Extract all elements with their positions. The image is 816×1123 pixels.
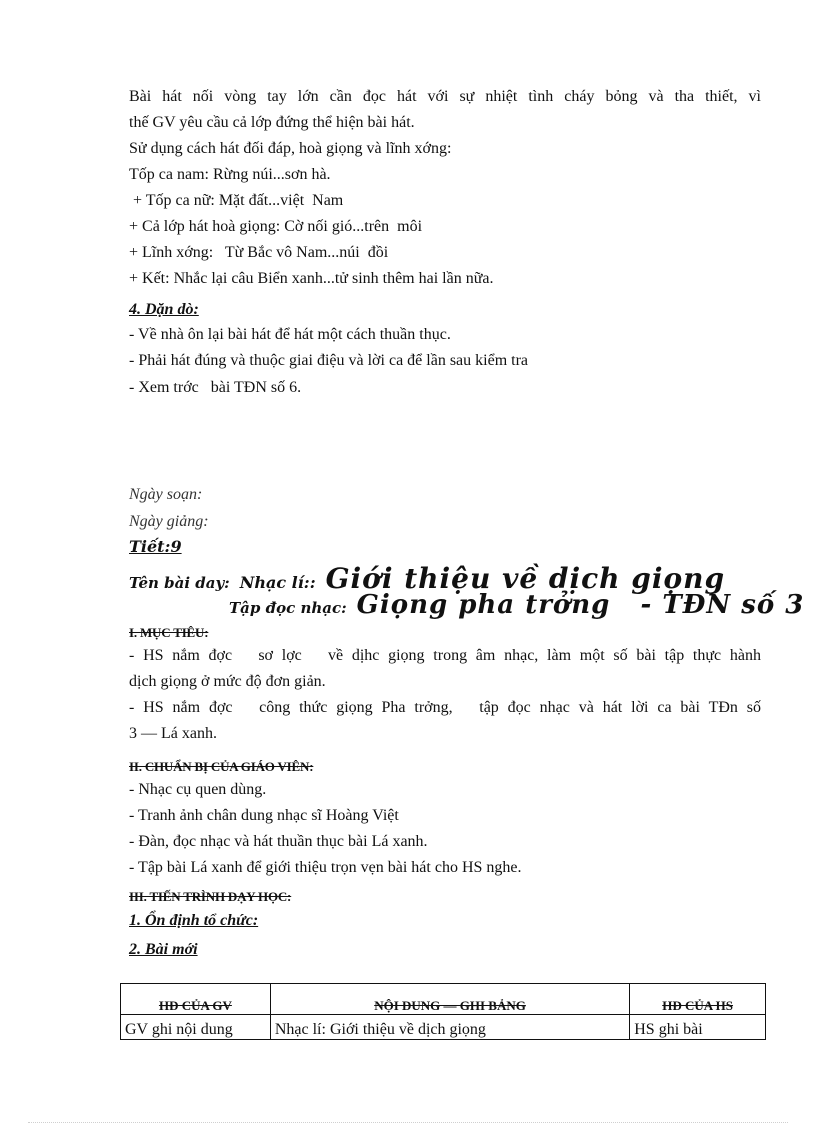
homework-item-3: - Xem trớc bài TĐN số 6. [129, 379, 302, 396]
intro-line-6: + Cả lớp hát hoà giọng: Cờ nối gió...trên môi [129, 218, 423, 235]
date-prepared: Ngày soạn: [129, 486, 203, 503]
table-header-row [121, 984, 766, 1015]
objectives-block [129, 643, 761, 747]
homework-item-2: - Phải hát đúng và thuộc giai điệu và lời ca để lần sau kiểm tra [129, 352, 529, 369]
homework-item-1: - Về nhà ôn lại bài hát để hát một cách thuần thục. [129, 326, 451, 343]
header-student-activity: HĐ CỦA HS [630, 984, 766, 1015]
date-teaching: Ngày giảng: [129, 513, 209, 530]
header-teacher-activity: HĐ CỦA GV [121, 984, 271, 1015]
intro-line-8: + Kết: Nhắc lại câu Biển xanh...tử sinh thêm hai lần nữa. [129, 270, 494, 287]
objective-2-line-2: 3 — Lá xanh. [129, 725, 217, 742]
cell-student-activity: HS ghi bài [630, 1015, 766, 1040]
cell-content: Nhạc lí: Giới thiệu về dịch giọng [270, 1015, 629, 1040]
intro-line-1: Bài hát nối vòng tay lớn cần đọc hát với sự nhiệt tình cháy bỏng và tha thiết, vì [129, 88, 761, 105]
preparation-item-2: - Tranh ảnh chân dung nhạc sĩ Hoàng Việt [129, 807, 399, 824]
theory-title: Giới thiệu về dịch giọng [325, 562, 726, 595]
cell-teacher-activity: GV ghi nội dung [121, 1015, 271, 1040]
process-heading: III. TIẾN TRÌNH DẠY HỌC: [129, 889, 292, 904]
period-number: Tiết:9 [129, 537, 182, 556]
preparation-item-3: - Đàn, đọc nhạc và hát thuần thục bài Lá xanh. [129, 833, 428, 850]
sight-reading-label: Tập đọc nhạc: [229, 599, 347, 617]
preparation-item-1: - Nhạc cụ quen dùng. [129, 781, 267, 798]
preparation-item-4: - Tập bài Lá xanh để giới thiệu trọn vẹn bài hát cho HS nghe. [129, 859, 522, 876]
sight-reading-title: Giọng pha trởng - TĐN số 3 [356, 590, 805, 620]
sight-reading-row [229, 590, 804, 620]
process-step-2: 2. Bài mới [129, 941, 198, 958]
intro-paragraph [129, 84, 761, 292]
intro-line-2: thế GV yêu cầu cả lớp đứng thể hiện bài hát. [129, 114, 415, 131]
intro-line-5: + Tốp ca nữ: Mặt đất...việt Nam [129, 192, 344, 209]
lesson-activity-table [120, 983, 766, 1040]
intro-line-4: Tốp ca nam: Rừng núi...sơn hà. [129, 166, 331, 183]
intro-line-3: Sử dụng cách hát đối đáp, hoà giọng và lĩnh xớng: [129, 140, 452, 157]
process-step-1: 1. Ổn định tổ chức: [129, 912, 259, 929]
objectives-heading: I. MỤC TIÊU: [129, 625, 209, 640]
theory-label: Nhạc lí:: [239, 573, 316, 592]
table-row [121, 1015, 766, 1040]
lesson-title-label: Tên bài day: [129, 574, 230, 592]
preparation-heading: II. CHUẨN BỊ CỦA GIÁO VIÊN: [129, 759, 314, 774]
objective-2-line-1: - HS nắm đợc công thức giọng Pha trởng, tập đọc nhạc và hát lời ca bài TĐn số [129, 699, 761, 716]
objective-1-line-2: dịch giọng ở mức độ đơn giản. [129, 673, 326, 690]
intro-line-7: + Lĩnh xớng: Từ Bắc vô Nam...núi đồi [129, 244, 389, 261]
objective-1-line-1: - HS nắm đợc sơ lợc về dịhc giọng trong âm nhạc, làm một số bài tập thực hành [129, 647, 761, 664]
homework-heading: 4. Dặn dò: [129, 301, 199, 318]
header-content: NỘI DUNG — GHI BẢNG [270, 984, 629, 1015]
